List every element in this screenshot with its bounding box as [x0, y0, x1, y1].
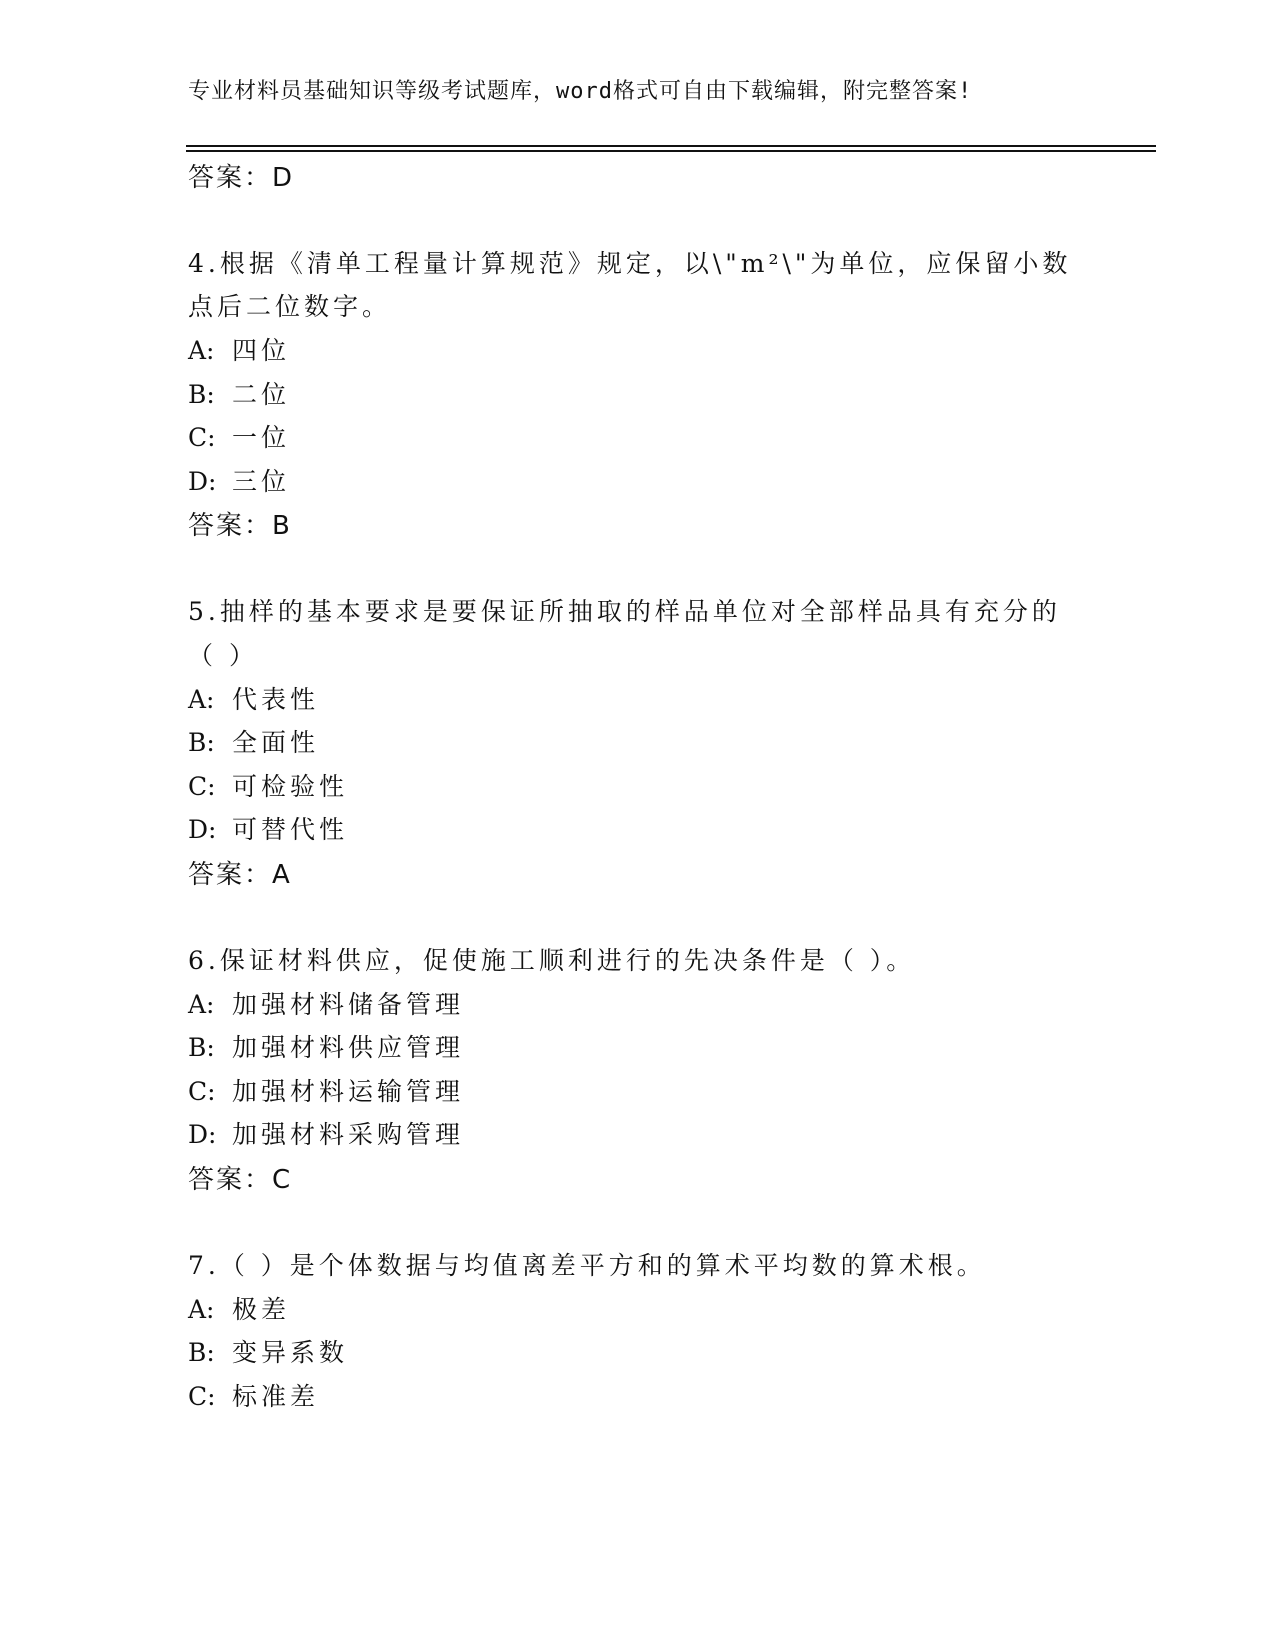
option-label: C:: [188, 772, 216, 801]
page-header: 专业材料员基础知识等级考试题库，word格式可自由下载编辑，附完整答案!: [188, 79, 973, 104]
option-label: D:: [188, 815, 217, 844]
option-text: 加强材料运输管理: [232, 1077, 465, 1106]
option-label: A:: [188, 336, 215, 365]
option-label: B:: [188, 728, 215, 757]
option-label: B:: [188, 380, 215, 409]
option-text: 一位: [232, 423, 291, 452]
answer-line: 答案：D: [188, 163, 295, 193]
question-5-option-c: [188, 767, 348, 803]
option-text: 加强材料采购管理: [232, 1120, 465, 1149]
header-divider: [186, 145, 1156, 152]
question-4-answer: 答案：B: [188, 511, 292, 541]
option-label: A:: [188, 685, 215, 714]
question-5-option-d: [188, 810, 348, 846]
option-label: A:: [188, 1295, 215, 1324]
question-4-line-1: 4.根据《清单工程量计算规范》规定，以\"m²\"为单位，应保留小数: [188, 249, 1072, 278]
option-label: B:: [188, 1033, 215, 1062]
option-label: C:: [188, 423, 216, 452]
question-6-option-d: [188, 1115, 464, 1151]
question-4-option-d: [188, 462, 290, 498]
question-5-line-1: 5.抽样的基本要求是要保证所抽取的样品单位对全部样品具有充分的: [188, 597, 1061, 626]
option-text: 加强材料供应管理: [232, 1033, 465, 1062]
option-text: 标准差: [232, 1382, 320, 1411]
question-6-line-1: 6.保证材料供应，促使施工顺利进行的先决条件是（ ）。: [188, 946, 916, 975]
question-4-option-a: [188, 331, 290, 367]
question-6-option-a: [188, 985, 464, 1021]
question-5-option-b: [188, 723, 319, 759]
option-label: B:: [188, 1338, 215, 1367]
question-5-answer: 答案：A: [188, 860, 292, 890]
question-4-option-c: [188, 418, 290, 454]
question-5-line-2: （ ）: [188, 641, 258, 670]
question-6-option-b: [188, 1028, 464, 1064]
question-7-option-c: [188, 1377, 319, 1413]
option-text: 加强材料储备管理: [232, 990, 465, 1019]
option-text: 四位: [232, 336, 291, 365]
question-7-option-b: [188, 1333, 348, 1369]
option-label: D:: [188, 1120, 217, 1149]
option-text: 极差: [232, 1295, 291, 1324]
question-4-option-b: [188, 375, 290, 411]
option-label: C:: [188, 1077, 216, 1106]
question-6-option-c: [188, 1072, 464, 1108]
option-label: A:: [188, 990, 215, 1019]
option-text: 代表性: [232, 685, 320, 714]
question-6-answer: 答案：C: [188, 1165, 293, 1195]
question-7-option-a: [188, 1290, 290, 1326]
option-text: 变异系数: [232, 1338, 349, 1367]
option-label: C:: [188, 1382, 216, 1411]
option-label: D:: [188, 467, 217, 496]
option-text: 二位: [232, 380, 291, 409]
option-text: 可检验性: [232, 772, 349, 801]
question-7-line-1: 7.（ ）是个体数据与均值离差平方和的算术平均数的算术根。: [188, 1251, 986, 1280]
question-5-option-a: [188, 680, 319, 716]
option-text: 全面性: [232, 728, 320, 757]
option-text: 可替代性: [232, 815, 349, 844]
question-4-line-2: 点后二位数字。: [188, 292, 392, 321]
option-text: 三位: [232, 467, 291, 496]
